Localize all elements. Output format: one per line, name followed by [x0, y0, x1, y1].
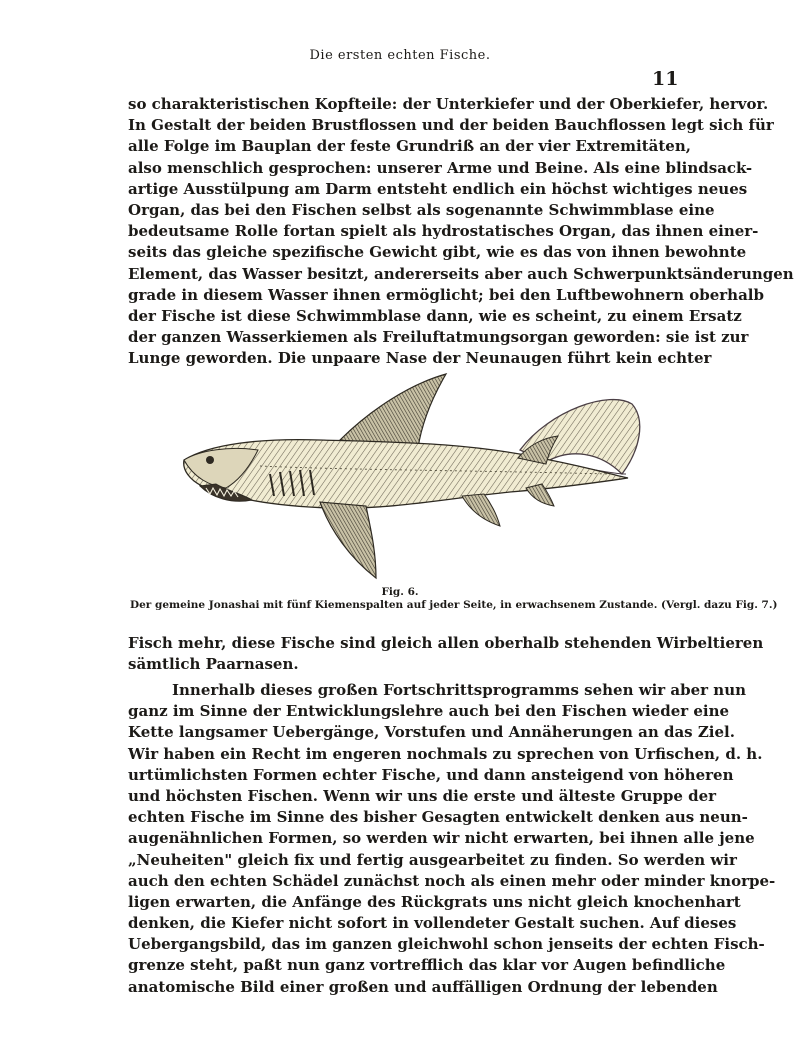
text-line: sämtlich Paarnasen. [128, 655, 299, 674]
text-line: In Gestalt der beiden Brustflossen und der beiden Bauchflossen legt sich für [128, 116, 774, 135]
text-line: Organ, das bei den Fischen selbst als sogenannte Schwimmblase eine [128, 200, 715, 219]
text-line: alle Folge im Bauplan der feste Grundriß an der vier Extremitäten, [128, 137, 691, 156]
text-line: grade in diesem Wasser ihnen ermöglicht; bei den Luftbewohnern oberhalb [128, 285, 764, 304]
shark-illustration [170, 370, 650, 582]
paragraph-top [128, 94, 794, 369]
text-line: Element, das Wasser besitzt, andererseits aber auch Schwerpunktsänderungen [128, 264, 794, 283]
paragraph-bottom [128, 680, 776, 998]
text-line: Kette langsamer Uebergänge, Vorstufen und Annäherungen an das Ziel. [128, 723, 735, 742]
text-line: echten Fische im Sinne des bisher Gesagten entwickelt denken aus neun- [128, 808, 748, 827]
running-title: Die ersten echten Fische. [309, 48, 491, 63]
paragraph-mid [128, 633, 764, 675]
text-line: urtümlichsten Formen echter Fische, und dann ansteigend von höheren [128, 765, 734, 784]
figure-caption: Der gemeine Jonashai mit fünf Kiemenspalten auf jeder Seite, in erwachsenem Zustande. (Vergl. dazu Fig. 7.) [130, 599, 778, 611]
text-line: artige Ausstülpung am Darm entsteht endlich ein höchst wichtiges neues [128, 179, 748, 198]
text-line: auch den echten Schädel zunächst noch als einen mehr oder minder knorpe- [128, 871, 776, 890]
text-line: der ganzen Wasserkiemen als Freiluftatmungsorgan geworden: sie ist zur [128, 328, 749, 347]
text-line: ligen erwarten, die Anfänge des Rückgrats uns nicht gleich knochenhart [128, 892, 741, 911]
text-line: so charakteristischen Kopfteile: der Unterkiefer und der Oberkiefer, hervor. [128, 95, 769, 113]
text-line: also menschlich gesprochen: unserer Arme und Beine. Als eine blindsack- [128, 158, 753, 177]
text-line: und höchsten Fischen. Wenn wir uns die erste und älteste Gruppe der [128, 786, 717, 805]
text-line: der Fische ist diese Schwimmblase dann, wie es scheint, zu einem Ersatz [128, 306, 742, 325]
text-line: „Neuheiten" gleich fix und fertig ausgearbeitet zu finden. So werden wir [128, 850, 737, 869]
text-line: bedeutsame Rolle fortan spielt als hydrostatisches Organ, das ihnen einer- [128, 222, 759, 241]
text-line: anatomische Bild einer großen und auffälligen Ordnung der lebenden [128, 977, 718, 996]
text-line: seits das gleiche spezifische Gewicht gibt, wie es das von ihnen bewohnte [128, 243, 747, 262]
text-line: Innerhalb dieses großen Fortschrittsprogramms sehen wir aber nun [172, 681, 747, 699]
text-line: Uebergangsbild, das im ganzen gleichwohl schon jenseits der echten Fisch- [128, 935, 765, 954]
page-number: 11 [652, 68, 679, 90]
text-line: augenähnlichen Formen, so werden wir nicht erwarten, bei ihnen alle jene [128, 829, 755, 848]
text-line: ganz im Sinne der Entwicklungslehre auch bei den Fischen wieder eine [128, 702, 730, 721]
text-line: grenze steht, paßt nun ganz vortrefflich das klar vor Augen befindliche [128, 956, 726, 975]
text-line: Fisch mehr, diese Fische sind gleich allen oberhalb stehenden Wirbeltieren [128, 634, 764, 652]
text-line: denken, die Kiefer nicht sofort in vollendeter Gestalt suchen. Auf dieses [128, 914, 737, 933]
figure-label: Fig. 6. [381, 586, 419, 598]
text-line: Wir haben ein Recht im engeren nochmals zu sprechen von Urfischen, d. h. [128, 744, 763, 763]
text-line: Lunge geworden. Die unpaare Nase der Neunaugen führt kein echter [128, 349, 712, 368]
